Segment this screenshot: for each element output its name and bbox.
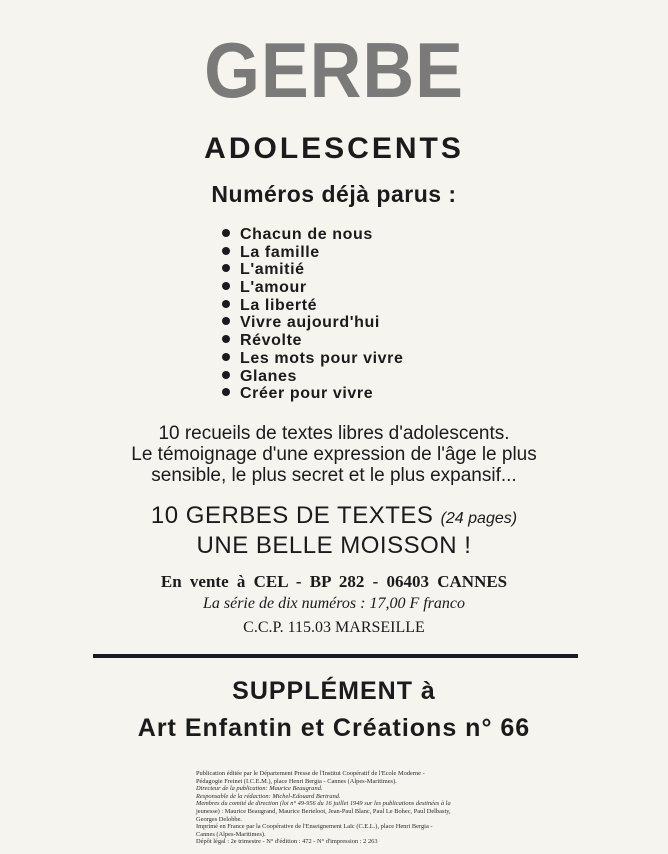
colophon-line: jeunesse) : Maurice Beaugrand, Maurice Berteloot, Jean-Paul Blanc, Paul Le Bohec, Paul Delbasty, [196, 807, 451, 815]
colophon-line: Directeur de la publication: Maurice Beaugrand. [196, 785, 323, 793]
colophon-line: Dépôt légal : 2e trimestre - N° d'édition : 472 - N° d'impression : 2 263 [196, 838, 378, 846]
brand-title: GERBE [204, 26, 464, 114]
bullet-icon [222, 388, 230, 396]
bullet-icon [222, 300, 230, 308]
promo-line [0, 502, 668, 532]
list-item [222, 297, 403, 315]
list-item [222, 244, 403, 262]
promo-headline: 10 GERBES DE TEXTES [150, 502, 434, 529]
description-line: sensible, le plus secret et le plus expansif... [151, 465, 517, 486]
colophon-line: Imprimé en France par la Coopérative de l'Enseignement Laïc (C.E.L.), place Henri Bergia - [196, 823, 433, 831]
bullet-icon [222, 335, 230, 343]
issue-title: Créer pour vivre [240, 385, 374, 403]
bullet-icon [222, 371, 230, 379]
list-item [222, 350, 403, 368]
colophon-line: Membres du comité de direction (loi n° 49-956 du 16 juillet 1949 sur les publications destinées à la [196, 800, 451, 808]
issues-list [222, 226, 403, 403]
issue-title: L'amour [240, 279, 307, 297]
list-item [222, 226, 403, 244]
sale-price: La série de dix numéros : 17,00 F franco [202, 595, 466, 612]
colophon-line: Georges Delobbe. [196, 815, 243, 823]
supplement-title: SUPPLÉMENT à [232, 677, 436, 705]
issue-title: Chacun de nous [240, 226, 373, 243]
divider [93, 654, 578, 658]
sale-info [0, 571, 668, 639]
colophon-line: Cannes (Alpes-Maritimes). [196, 830, 266, 838]
issue-title: Vivre aujourd'hui [240, 314, 380, 332]
description-line: Le témoignage d'une expression de l'âge le plus [131, 444, 537, 465]
sale-ccp: C.C.P. 115.03 MARSEILLE [243, 619, 425, 636]
issue-title: L'amitié [240, 261, 305, 279]
bullet-icon [222, 317, 230, 325]
bullet-icon [222, 353, 230, 361]
bullet-icon [222, 229, 230, 237]
promo-page-count: (24 pages) [440, 510, 518, 527]
list-item [222, 279, 403, 297]
bullet-icon [222, 264, 230, 272]
description-line: 10 recueils de textes libres d'adolescents. [158, 423, 510, 444]
issue-title: Glanes [240, 367, 297, 385]
promo [0, 502, 668, 559]
issues-heading: Numéros déjà parus : [211, 181, 457, 207]
supplement-subtitle: Art Enfantin et Créations n° 66 [137, 714, 531, 742]
list-item [222, 314, 403, 332]
issue-title: Révolte [240, 332, 302, 350]
list-item [222, 368, 403, 386]
issue-title: La liberté [240, 296, 318, 314]
sale-address: En vente à CEL - BP 282 - 06403 CANNES [160, 572, 508, 591]
brand-subtitle: ADOLESCENTS [204, 132, 464, 165]
colophon-line: Publication éditée par le Département Presse de l'Institut Coopératif de l'Ecole Moderne - [196, 770, 425, 777]
issue-title: La famille [240, 243, 320, 261]
list-item [222, 385, 403, 403]
colophon [196, 770, 488, 846]
bullet-icon [222, 247, 230, 255]
description [0, 423, 668, 486]
bullet-icon [222, 282, 230, 290]
list-item [222, 332, 403, 350]
colophon-line: Responsable de la rédaction: Michel-Edouard Bertrand. [196, 792, 341, 800]
issue-title: Les mots pour vivre [240, 349, 404, 367]
promo-tagline: UNE BELLE MOISSON ! [196, 532, 472, 559]
list-item [222, 261, 403, 279]
colophon-line: Pédagogie Freinet (I.C.E.M.), place Henri Bergia - Cannes (Alpes-Maritimes). [196, 777, 397, 785]
